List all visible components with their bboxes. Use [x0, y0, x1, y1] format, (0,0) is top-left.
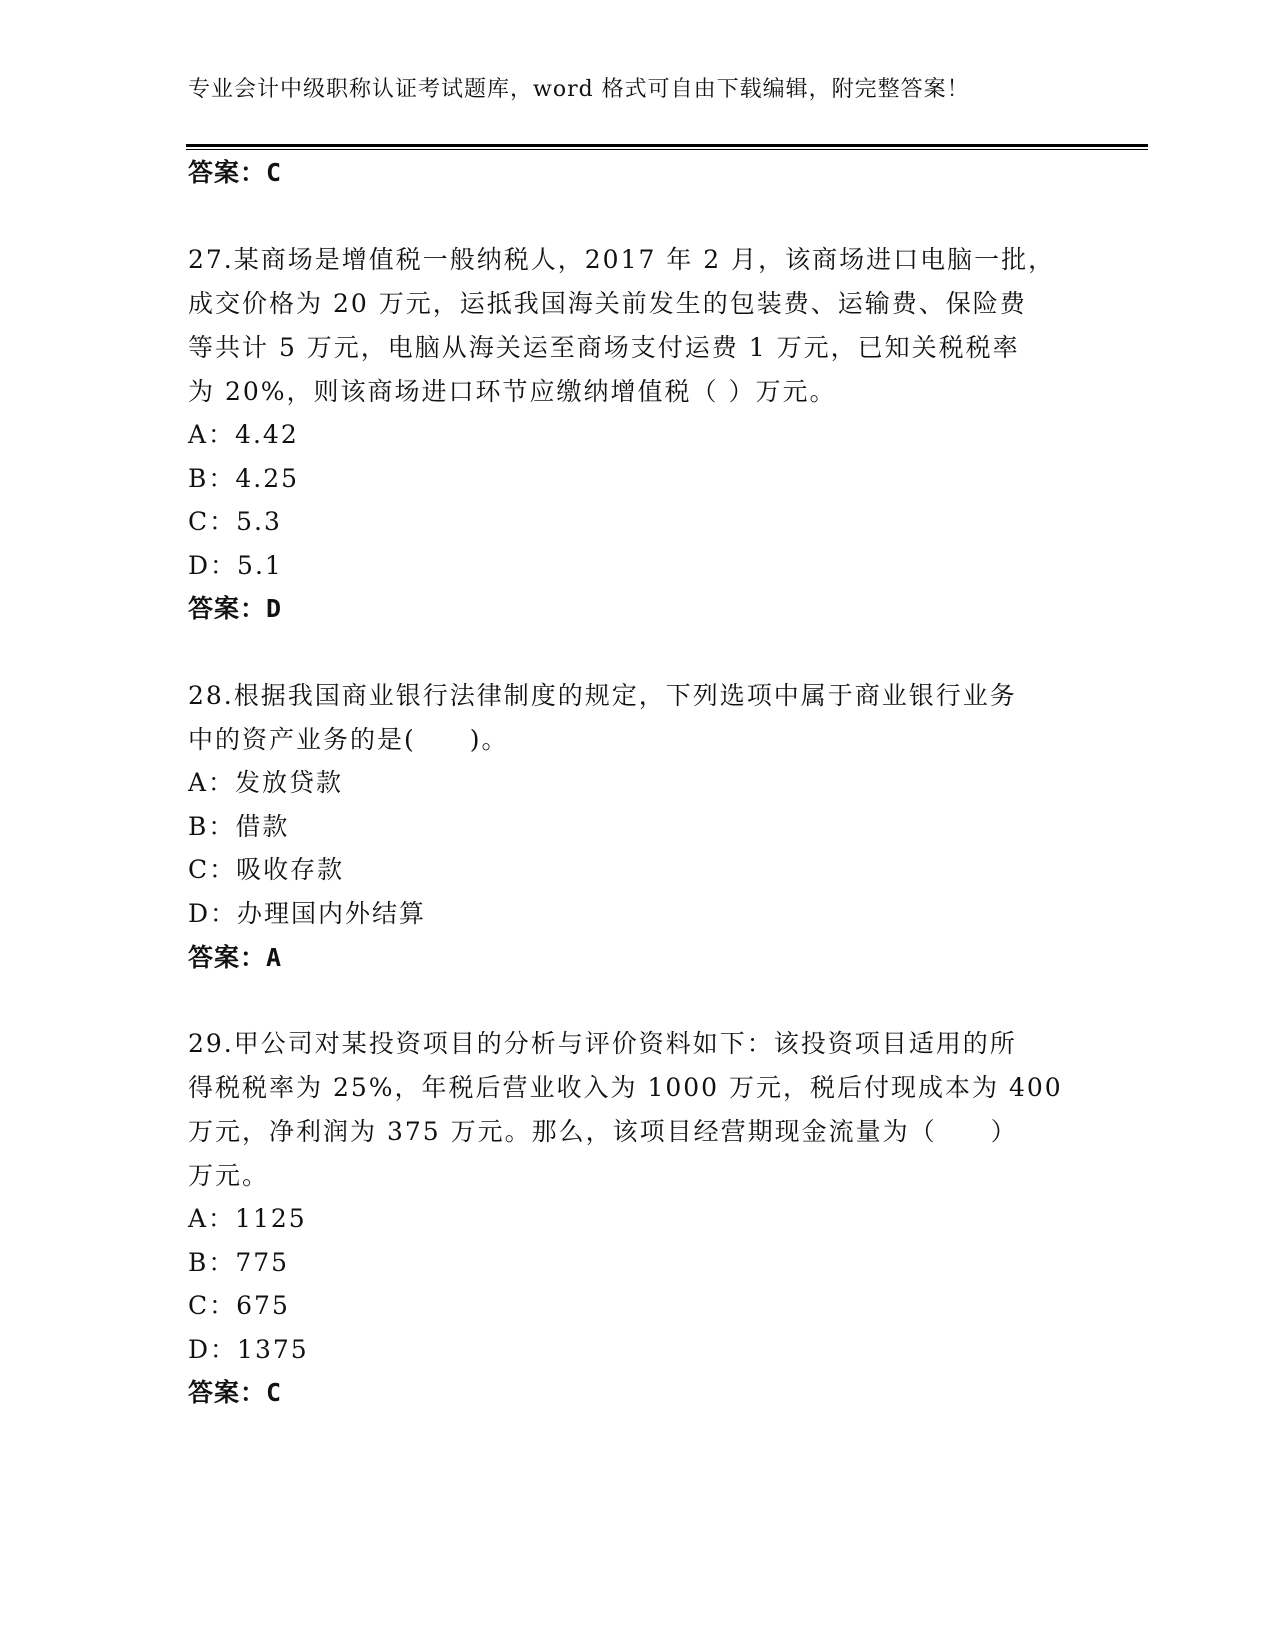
option-c: C：吸收存款	[188, 855, 345, 884]
option-b: B：借款	[188, 812, 290, 841]
question-text-line: 29.甲公司对某投资项目的分析与评价资料如下：该投资项目适用的所	[188, 1029, 1017, 1058]
option-d: D：办理国内外结算	[188, 899, 427, 928]
option-a: A：4.42	[188, 420, 299, 449]
answer-label: 答案：A	[188, 943, 283, 972]
header-divider-thin	[186, 149, 1148, 150]
question-text-line: 万元。	[188, 1161, 270, 1190]
option-a: A：1125	[188, 1204, 307, 1233]
question-text-line: 为 20%，则该商场进口环节应缴纳增值税（ ）万元。	[188, 377, 837, 406]
option-b: B：4.25	[188, 464, 300, 493]
question-text-line: 等共计 5 万元，电脑从海关运至商场支付运费 1 万元，已知关税税率	[188, 333, 1020, 362]
previous-question-answer: 答案：C	[188, 158, 283, 187]
question-text-line: 中的资产业务的是( )。	[188, 725, 509, 754]
header-divider	[186, 144, 1148, 150]
page-header: 专业会计中级职称认证考试题库，word 格式可自由下载编辑，附完整答案！	[188, 77, 970, 102]
option-a: A：发放贷款	[188, 768, 344, 797]
option-d: D：1375	[188, 1335, 309, 1364]
option-c: C：675	[188, 1291, 290, 1320]
question-text-line: 28.根据我国商业银行法律制度的规定，下列选项中属于商业银行业务	[188, 681, 1017, 710]
question-text-line: 万元，净利润为 375 万元。那么，该项目经营期现金流量为（ ）	[188, 1117, 1018, 1146]
question-text-line: 成交价格为 20 万元，运抵我国海关前发生的包装费、运输费、保险费	[188, 289, 1027, 318]
answer-label: 答案：D	[188, 594, 283, 623]
option-c: C：5.3	[188, 507, 282, 536]
question-text-line: 得税税率为 25%，年税后营业收入为 1000 万元，税后付现成本为 400	[188, 1073, 1063, 1102]
header-divider-thick	[186, 144, 1148, 147]
question-text-line: 27.某商场是增值税一般纳税人，2017 年 2 月，该商场进口电脑一批，	[188, 245, 1056, 274]
option-d: D：5.1	[188, 551, 283, 580]
answer-label: 答案：C	[188, 1378, 283, 1407]
option-b: B：775	[188, 1248, 290, 1277]
